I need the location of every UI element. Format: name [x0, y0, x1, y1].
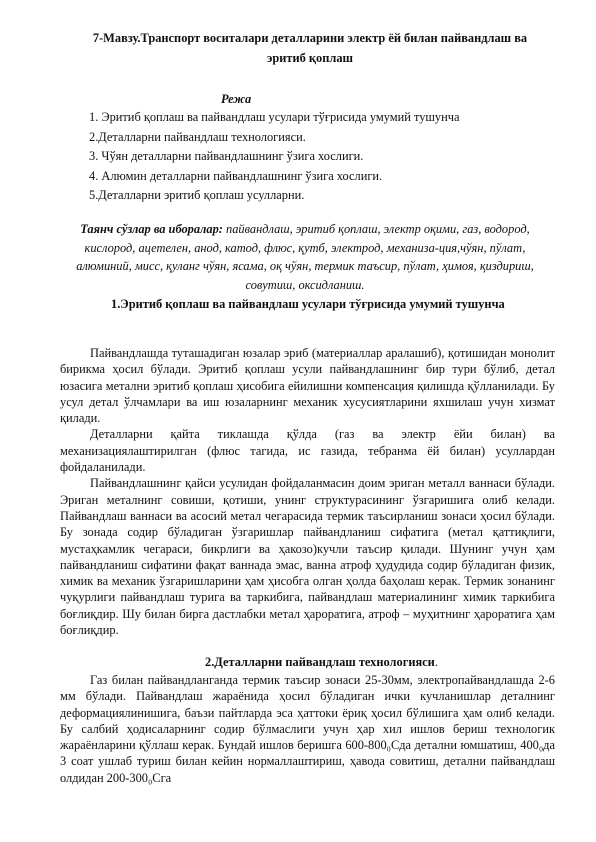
- keywords-text: пайвандлаш, эритиб қоплаш, электр оқими, газ, водород, кислород, ацетелен, анод, катод, флюс, қутб, электрод, механиза-ция,чўян, пўлат, алюминий, мисс, қуланг чўян, ясама, оқ чўян, термик таъсир, пўлат, ҳимоя, қиздириш, совутиш, оксидланиш.: [76, 222, 534, 292]
- section-1-paragraph: Пайвандлашда туташадиган юзалар эриб (материаллар аралашиб), қотишидан монолит бирикма ҳосил бўлади. Эритиб қоплаш усули пайвандлашнинг бир тури бўлиб, детал юзасига метални эритиб қоплаш ҳисобига ейилишни компенсация қилишда қўлланилади. Бу усул детал ўлчамлари ва иш юзаларнинг механик хусусиятларини яхшилаш учун хизмат қилади.: [60, 346, 555, 426]
- plan-item: 2.Деталларни пайвандлаш технологияси.: [89, 129, 306, 144]
- plan-item: 4. Алюмин деталларни пайвандлашнинг ўзига хослиги.: [89, 168, 383, 183]
- title-line-2: эритиб қоплаш: [267, 51, 353, 65]
- plan-list: [89, 108, 460, 206]
- keywords-label: Таянч сўзлар ва иборалар:: [80, 222, 223, 236]
- keywords-block: [60, 220, 550, 294]
- plan-heading-row: [0, 92, 596, 107]
- section-1-paragraph: Пайвандлашнинг қайси усулидан фойдаланмасин доим эриган металл ваннаси бўлади. Эриган металнинг совиши, қотиши, унинг структурасининг ўзгаришига олиб келади. Пайвандлаш ваннаси ва асосий метал чегарасида термик таъсирланиш зонаси ҳосил бўлади. Бу зонада содир бўладиган ўзгаришлар пайвандланиш сифатига (метал қаттиқлиги, мустаҳкамлик чегараси, бикрлиги ва ҳакозо)кучли таъсир қилади. Шунинг учун ҳам пайвандланиш сифатини фақат ваннада эмас, ванна атроф ҳудудида содир бўладиган физик, химик ва механик ўзгаришларини ҳам ҳисобга олган ҳолда баҳолаш керак. Термик зонанинг чуқурлиги пайвандлаш турига ва таркибига, пайвандлаш материалининг химик таркибига боғлиқдир. Шу билан бирга дастлабки метал ҳароратига, атроф – муҳитнинг ҳароратига ҳам боғлиқдир.: [60, 476, 555, 638]
- plan-item: 5.Деталларни эритиб қоплаш усулларни.: [89, 188, 305, 203]
- section-2-heading-dot: .: [434, 655, 438, 669]
- section-2-heading-text: 2.Деталларни пайвандлаш технологияси: [205, 655, 435, 669]
- document-title: [60, 28, 560, 68]
- section-2-heading: [205, 655, 438, 670]
- section-1-heading: 1.Эритиб қоплаш ва пайвандлаш усулари тўғрисида умумий тушунча: [111, 297, 505, 311]
- plan-item: 1. Эритиб қоплаш ва пайвандлаш усулари тўғрисида умумий тушунча: [89, 110, 460, 124]
- section-2-paragraph: Газ билан пайвандланганда термик таъсир зонаси 25-30мм, электропайвандлашда 2-6 мм бўлади. Пайвандлаш жараёнида ҳосил бўладиган ички кучланишлар деталнинг деформациялинишига, баъзи пайтларда эса ҳаттоки ёриқ ҳосил бўлишига ҳам олиб келади. Бу салбий ҳодисаларнинг содир бўлмаслиги учун ҳар хил ишлов бериш технологик жараёнларини қўллаш керак. Бундай ишлов беришга 600-800₀Сда детални юмшатиш, 400₀да 3 соат ушлаб туриш билан кейин нормаллаштириш, ҳавода совитиш, детални пайвандлаш олдидан 200-300₀Сга: [60, 673, 555, 785]
- section-2-body: [60, 672, 555, 786]
- plan-heading: Режа: [221, 92, 252, 106]
- plan-item: 3. Чўян деталларни пайвандлашнинг ўзига хослиги.: [89, 149, 364, 164]
- section-1-paragraph: Деталларни қайта тиклашда қўлда (газ ва электр ёйи билан) ва механизациялаштирилган (флюс тагида, ис газида, тебранма ёй билан) усуллардан фойдаланилади.: [60, 427, 555, 475]
- section-1-body: [60, 345, 555, 638]
- title-line-1: 7-Мавзу.Транспорт воситалари деталларини электр ёй билан пайвандлаш ва: [92, 31, 528, 45]
